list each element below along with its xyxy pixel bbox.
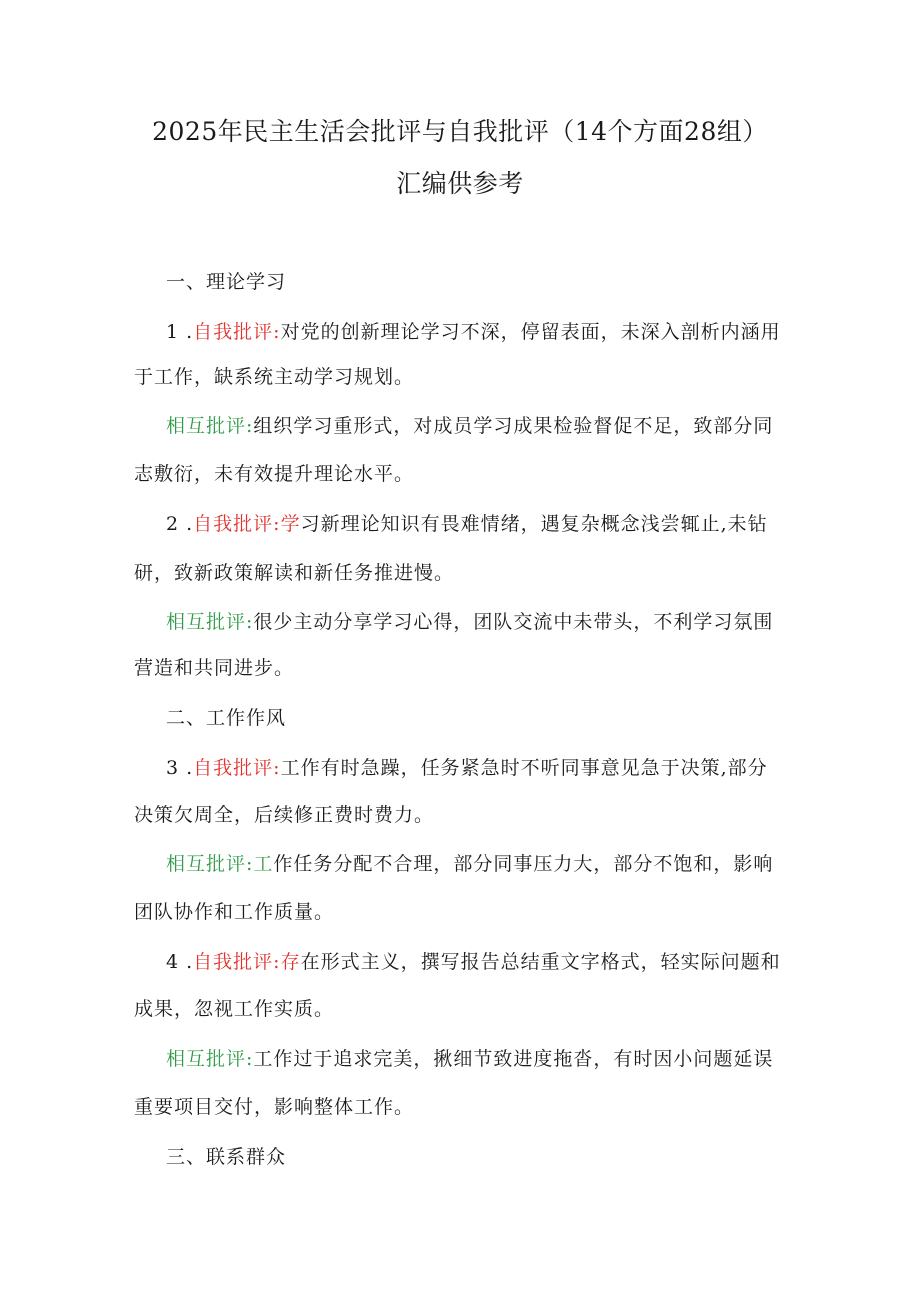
paragraph-text: 组织学习重形式，对成员学习成果检验督促不足，致部分同 xyxy=(253,415,774,437)
paragraph-continuation: 重要项目交付，影响整体工作。 xyxy=(134,1096,415,1118)
document-title-line-1: 2025年民主生活会批评与自我批评（14个方面28组） xyxy=(152,117,768,146)
paragraph-continuation: 研，致新政策解读和新任务推进慢。 xyxy=(134,562,455,584)
paragraph-text: 工作有时急躁，任务紧急时不听同事意见急于决策,部分 xyxy=(280,757,768,779)
mutual-criticism-label: 相互批评: xyxy=(166,415,254,437)
section-heading-text: 三、联系群众 xyxy=(166,1146,287,1168)
mutual-criticism-label: 相互批评: xyxy=(166,611,254,633)
paragraph-text: 在形式主义，撰写报告总结重文字格式，轻实际问题和 xyxy=(300,951,781,973)
mutual-criticism-label: 相互批评: xyxy=(166,1048,254,1070)
paragraph-first-line xyxy=(166,1047,773,1071)
paragraph-text: 习新理论知识有畏难情绪，遇复杂概念浅尝辄止,未钻 xyxy=(300,513,768,535)
item-number: 1 . xyxy=(166,321,194,343)
self-criticism-label: 自我批评:学 xyxy=(193,513,301,535)
paragraph-continuation: 成果，忽视工作实质。 xyxy=(134,998,335,1020)
paragraph-first-line xyxy=(166,414,773,438)
mutual-criticism-label: 相互批评:工 xyxy=(166,853,274,875)
paragraph-text: 对党的创新理论学习不深，停留表面，未深入剖析内涵用 xyxy=(280,321,781,343)
section-heading-text: 二、工作作风 xyxy=(166,707,287,729)
item-number: 2 . xyxy=(166,513,194,535)
paragraph-text: 作任务分配不合理，部分同事压力大，部分不饱和，影响 xyxy=(273,853,774,875)
paragraph-continuation: 志敷衍，未有效提升理论水平。 xyxy=(134,463,415,485)
paragraph-continuation: 决策欠周全，后续修正费时费力。 xyxy=(134,804,435,826)
section-heading-text: 一、理论学习 xyxy=(166,271,287,293)
item-number: 4 . xyxy=(166,951,194,973)
paragraph-text: 很少主动分享学习心得，团队交流中未带头，不利学习氛围 xyxy=(253,611,774,633)
paragraph-continuation: 团队协作和工作质量。 xyxy=(134,901,335,923)
self-criticism-label: 自我批评: xyxy=(193,757,281,779)
paragraph-first-line xyxy=(166,512,768,536)
self-criticism-label: 自我批评:存 xyxy=(193,951,301,973)
paragraph-first-line xyxy=(166,950,781,974)
paragraph-continuation: 营造和共同进步。 xyxy=(134,657,295,679)
document-title-line-2: 汇编供参考 xyxy=(396,169,524,198)
self-criticism-label: 自我批评: xyxy=(193,321,281,343)
paragraph-first-line xyxy=(166,852,773,876)
item-number: 3 . xyxy=(166,757,194,779)
paragraph-continuation: 于工作，缺系统主动学习规划。 xyxy=(134,366,415,388)
paragraph-first-line xyxy=(166,610,773,634)
paragraph-first-line xyxy=(166,320,781,344)
paragraph-first-line xyxy=(166,756,768,780)
paragraph-text: 工作过于追求完美，揪细节致进度拖沓，有时因小问题延误 xyxy=(253,1048,774,1070)
